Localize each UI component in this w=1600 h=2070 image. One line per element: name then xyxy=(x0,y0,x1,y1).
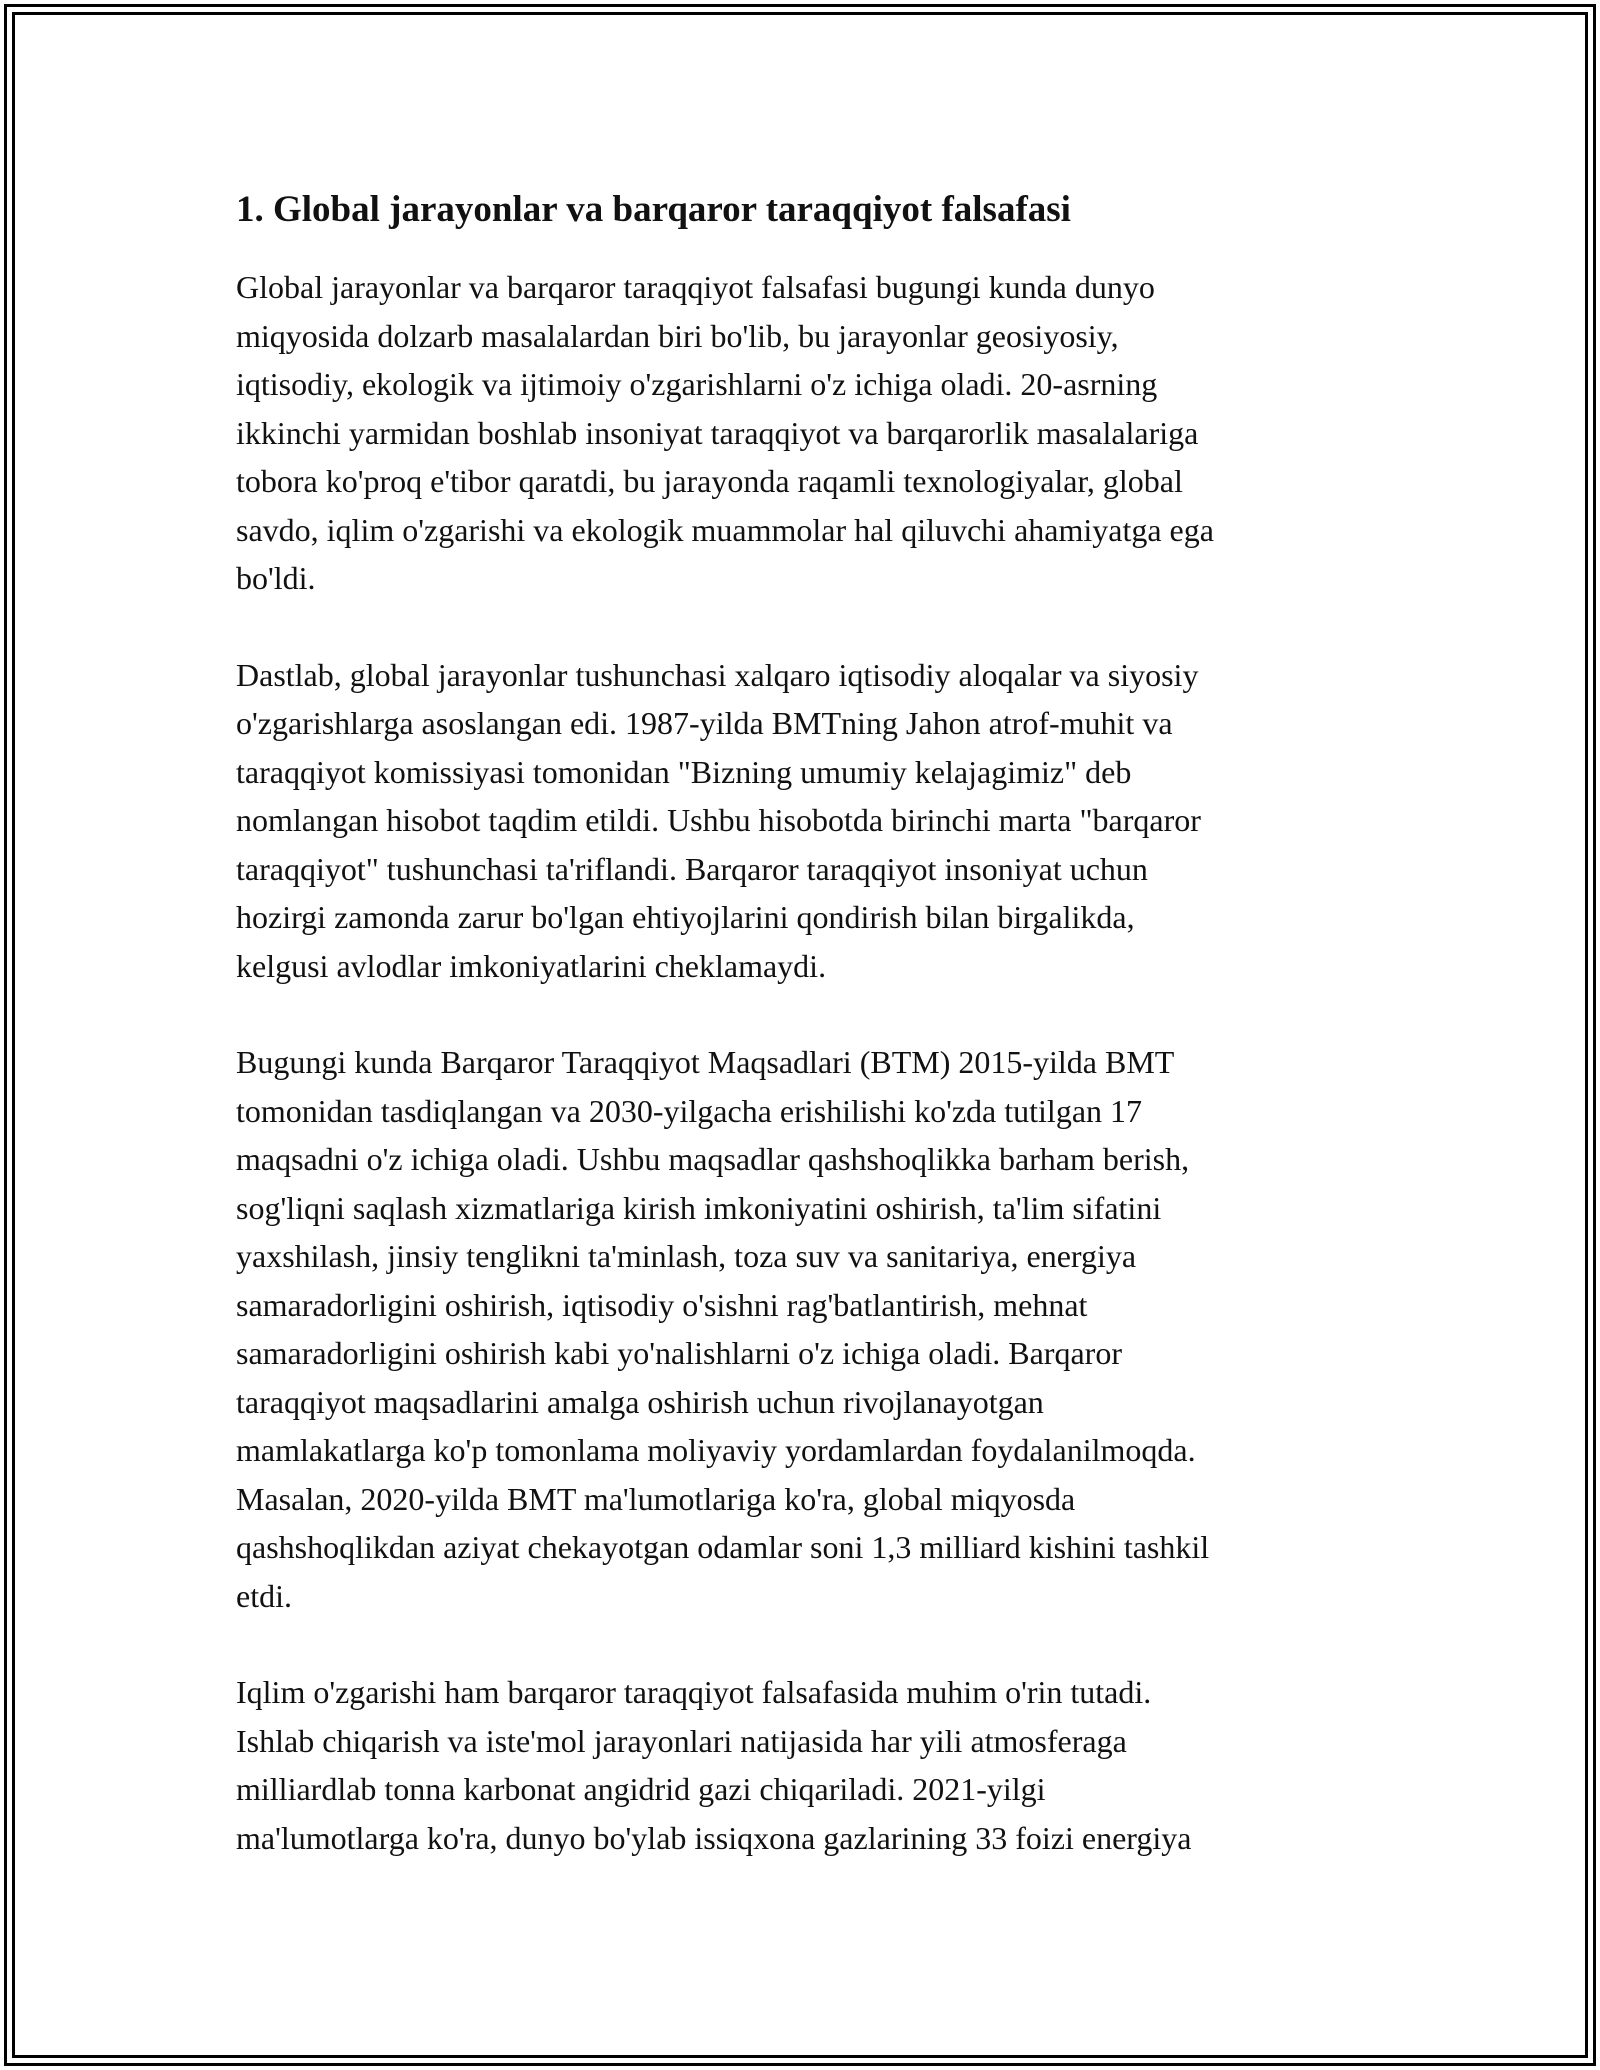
section-heading: 1. Global jarayonlar va barqaror taraqqiyot falsafasi xyxy=(236,189,1071,230)
paragraph-climate: Iqlim o'zgarishi ham barqaror taraqqiyot falsafasida muhim o'rin tutadi. Ishlab chiqarish va iste'mol jarayonlari natijasida har yili atmosferaga milliardlab tonna karbonat angidrid gazi chiqariladi. 2021-yilgi ma'lumotlarga ko'ra, dunyo bo'ylab issiqxona gazlarining 33 foizi energiya xyxy=(236,1674,1192,1856)
paragraph-history: Dastlab, global jarayonlar tushunchasi xalqaro iqtisodiy aloqalar va siyosiy o'zgarishlarga asoslangan edi. 1987-yilda BMTning Jahon atrof-muhit va taraqqiyot komissiyasi tomonidan "Bizning umumiy kelajagimiz" deb nomlangan hisobot taqdim etildi. Ushbu hisobotda birinchi marta "barqaror taraqqiyot" tushunchasi ta'riflandi. Barqaror taraqqiyot insoniyat uchun hozirgi zamonda zarur bo'lgan ehtiyojlarini qondirish bilan birgalikda, kelgusi avlodlar imkoniyatlarini cheklamaydi. xyxy=(236,656,1201,984)
document-body xyxy=(236,188,1366,1910)
paragraph-intro: Global jarayonlar va barqaror taraqqiyot falsafasi bugungi kunda dunyo miqyosida dolzarb masalalardan biri bo'lib, bu jarayonlar geosiyosiy, iqtisodiy, ekologik va ijtimoiy o'zgarishlarni o'z ichiga oladi. 20-asrning ikkinchi yarmidan boshlab insoniyat taraqqiyot va barqarorlik masalalariga tobora ko'proq e'tibor qaratdi, bu jarayonda raqamli texnologiyalar, global savdo, iqlim o'zgarishi va ekologik muammolar hal qiluvchi ahamiyatga ega bo'ldi. xyxy=(236,269,1214,596)
paragraph-sdg: Bugungi kunda Barqaror Taraqqiyot Maqsadlari (BTM) 2015-yilda BMT tomonidan tasdiqlangan va 2030-yilgacha erishilishi ko'zda tutilgan 17 maqsadni o'z ichiga oladi. Ushbu maqsadlar qashshoqlikka barham berish, sog'liqni saqlash xizmatlariga kirish imkoniyatini oshirish, ta'lim sifatini yaxshilash, jinsiy tenglikni ta'minlash, toza suv va sanitariya, energiya samaradorligini oshirish, iqtisodiy o'sishni rag'batlantirish, mehnat samaradorligini oshirish kabi yo'nalishlarni o'z ichiga oladi. Barqaror taraqqiyot maqsadlarini amalga oshirish uchun rivojlanayotgan mamlakatlarga ko'p tomonlama moliyaviy yordamlardan foydalanilmoqda. Masalan, 2020-yilda BMT ma'lumotlariga ko'ra, global miqyosda qashshoqlikdan aziyat chekayotgan odamlar soni 1,3 milliard kishini tashkil etdi. xyxy=(236,1044,1210,1614)
